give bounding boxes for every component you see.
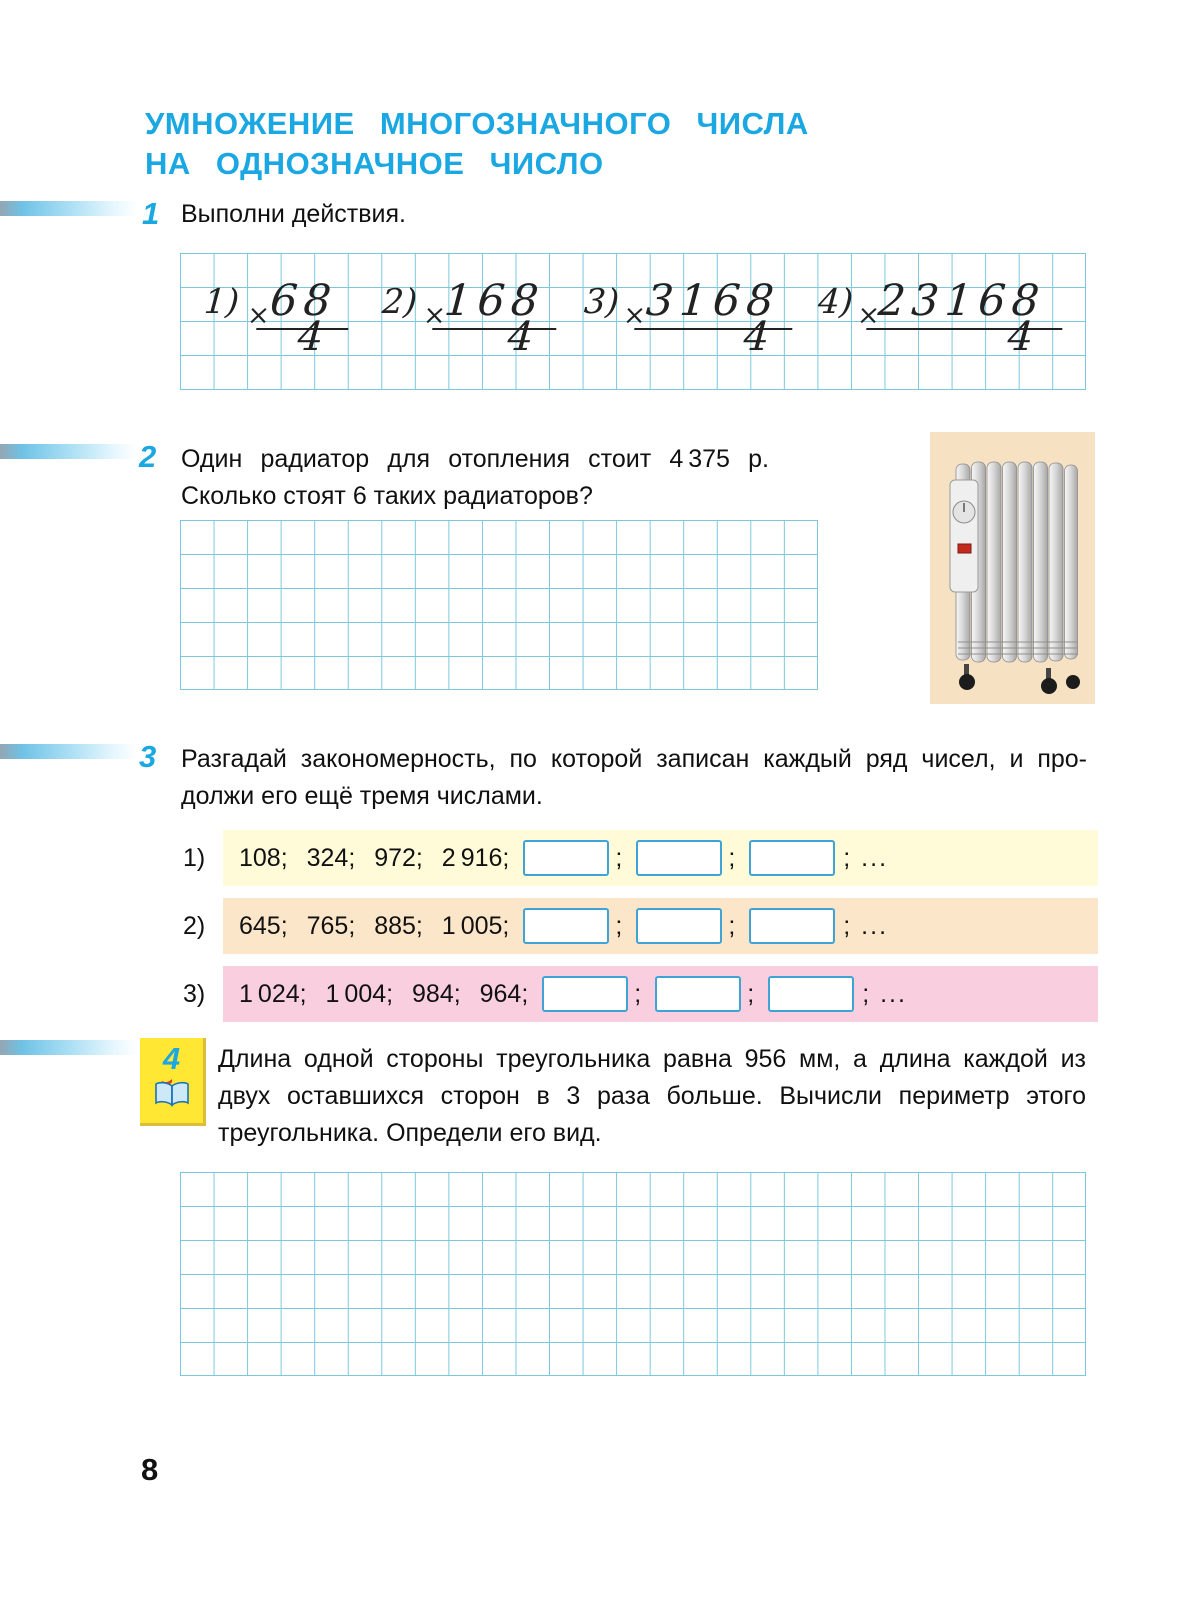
task4-answer-grid[interactable] xyxy=(180,1172,1086,1376)
answer-box[interactable] xyxy=(655,976,741,1012)
task3-accent-bar xyxy=(0,744,137,759)
separator: ; xyxy=(728,911,736,940)
sequence-row-1-label: 1) xyxy=(183,843,206,872)
task1-text: Выполни действия. xyxy=(181,200,406,228)
task3-text-line1: Разгадай закономерность, по которой записан каждый ряд чисел, и про- xyxy=(181,745,1087,773)
separator: ; xyxy=(728,843,736,872)
answer-box[interactable] xyxy=(523,840,609,876)
problem-3-label: 3) xyxy=(582,282,621,322)
multiply-sign: × xyxy=(246,300,271,331)
problem-4-label: 4) xyxy=(816,282,855,322)
task4-number: 4 xyxy=(162,1041,181,1076)
sequence-row-3-label: 3) xyxy=(183,979,206,1008)
task4-text-line2: двух оставшихся сторон в 3 раза больше. Вычисли периметр этого xyxy=(218,1082,1086,1110)
ellipsis: ; ... xyxy=(843,843,889,872)
answer-box[interactable] xyxy=(542,976,628,1012)
problem-3-multiplicand: 3168 xyxy=(644,276,782,326)
sequence-row-2-label: 2) xyxy=(183,911,206,940)
radiator-illustration xyxy=(930,432,1095,704)
separator: ; xyxy=(615,911,623,940)
task4-text xyxy=(218,1041,1086,1152)
task2-answer-grid[interactable] xyxy=(180,520,818,690)
problem-2-multiplier: 4 xyxy=(506,314,535,360)
task3-text xyxy=(181,741,1087,815)
problem-2-rule-line xyxy=(432,328,556,330)
page-title xyxy=(145,104,809,184)
problem-2-label: 2) xyxy=(380,282,419,322)
sequence-row-1-numbers: 108; 324; 972; 2 916; xyxy=(239,843,510,872)
task2-number: 2 xyxy=(139,439,157,474)
open-book-icon xyxy=(153,1079,191,1112)
problem-4-multiplier: 4 xyxy=(1006,314,1035,360)
sequence-row-1-strip xyxy=(223,830,1098,886)
task4-text-line3: треугольника. Определи его вид. xyxy=(218,1119,602,1147)
sequence-row-3 xyxy=(183,966,1098,1022)
page-number: 8 xyxy=(141,1452,159,1487)
problem-1-label: 1) xyxy=(202,282,241,322)
task2-text-line1: Один радиатор для отопления стоит 4 375 р. xyxy=(181,445,769,473)
sequence-row-2-strip xyxy=(223,898,1098,954)
task3-text-line2: должи его ещё тремя числами. xyxy=(181,782,543,810)
problem-1-multiplicand: 68 xyxy=(268,276,339,326)
multiply-sign: × xyxy=(856,300,881,331)
sequence-row-3-strip xyxy=(223,966,1098,1022)
task2-text xyxy=(181,441,769,515)
task1-number: 1 xyxy=(142,196,160,231)
problem-1-multiplier: 4 xyxy=(296,314,325,360)
ellipsis: ; ... xyxy=(862,979,907,1008)
page-title-line1: УМНОЖЕНИЕ МНОГОЗНАЧНОГО ЧИСЛА xyxy=(145,106,809,141)
separator: ; xyxy=(747,979,755,1008)
page-title-line2: НА ОДНОЗНАЧНОЕ ЧИСЛО xyxy=(145,146,604,181)
sequence-row-2-numbers: 645; 765; 885; 1 005; xyxy=(239,911,510,940)
answer-box[interactable] xyxy=(749,840,835,876)
problem-4-multiplicand: 23168 xyxy=(876,276,1047,326)
separator: ; xyxy=(634,979,642,1008)
answer-box[interactable] xyxy=(523,908,609,944)
answer-box[interactable] xyxy=(636,840,722,876)
multiply-sign: × xyxy=(422,300,447,331)
sequence-row-3-numbers: 1 024; 1 004; 984; 964; xyxy=(239,979,529,1008)
separator: ; xyxy=(615,843,623,872)
task2-accent-bar xyxy=(0,444,137,459)
answer-box[interactable] xyxy=(768,976,854,1012)
problem-3-multiplier: 4 xyxy=(742,314,771,360)
answer-box[interactable] xyxy=(636,908,722,944)
task1-accent-bar xyxy=(0,201,137,216)
answer-box[interactable] xyxy=(749,908,835,944)
multiply-sign: × xyxy=(622,300,647,331)
problem-2-multiplicand: 168 xyxy=(442,276,547,326)
task4-accent-bar xyxy=(0,1040,137,1055)
radiator-image xyxy=(930,432,1095,704)
task3-number: 3 xyxy=(139,739,157,774)
task4-text-line1: Длина одной стороны треугольника равна 956 мм, а длина каждой из xyxy=(218,1045,1086,1073)
sequence-row-1 xyxy=(183,830,1098,886)
ellipsis: ; ... xyxy=(843,911,889,940)
task4-number-box xyxy=(140,1038,206,1126)
sequence-row-2 xyxy=(183,898,1098,954)
task2-text-line2: Сколько стоят 6 таких радиаторов? xyxy=(181,482,593,510)
